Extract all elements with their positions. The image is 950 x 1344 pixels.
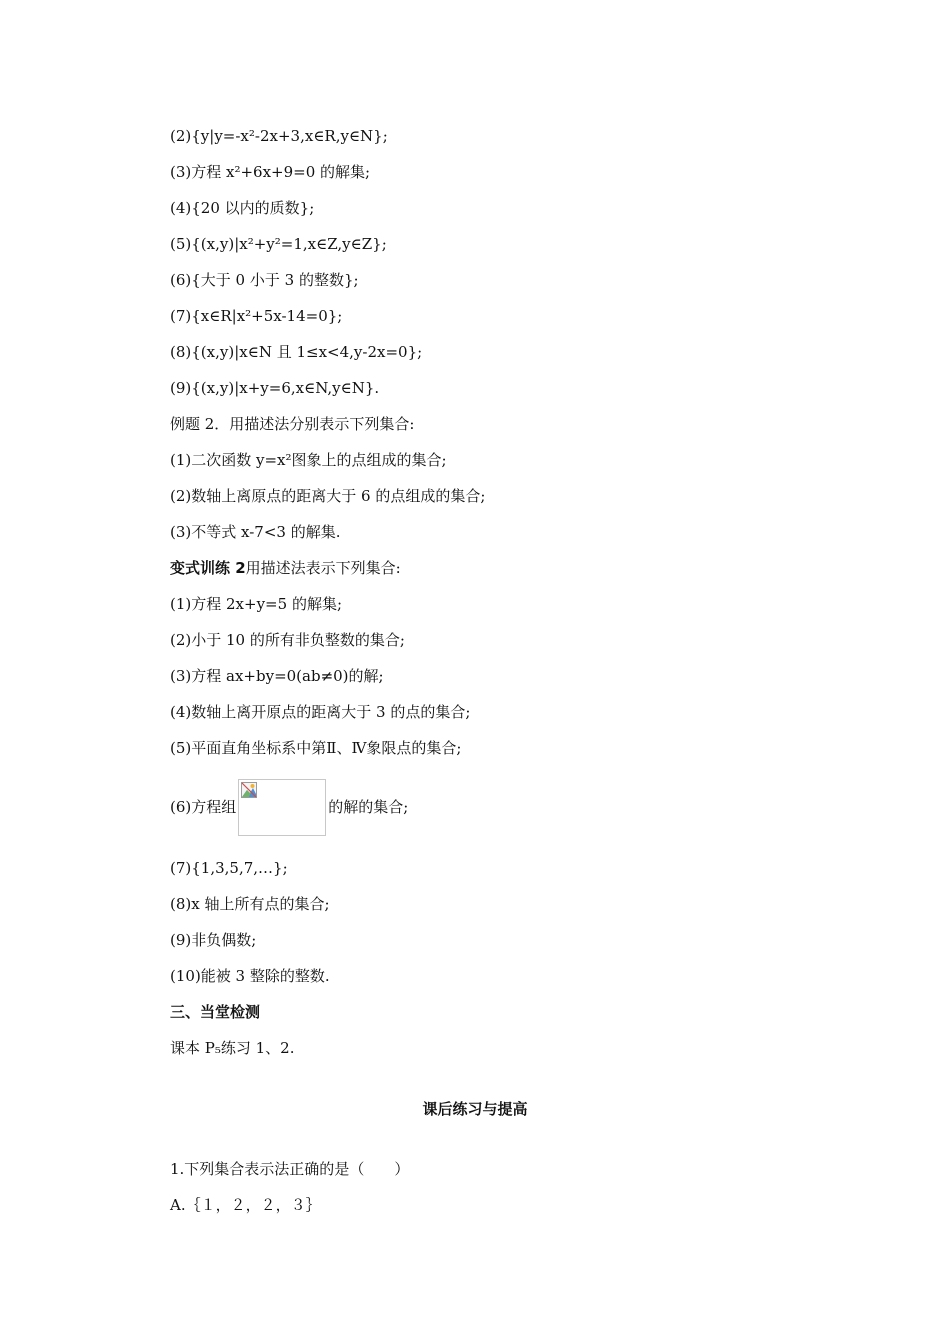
example-2-heading: 例题 2．用描述法分别表示下列集合: (170, 415, 415, 433)
textbook-exercise: 课本 P₅练习 1、2. (170, 1039, 295, 1057)
equation-system-image (238, 779, 326, 836)
variant-training-text: 用描述法表示下列集合: (245, 559, 401, 577)
line-set-2: (2){y|y=-x²-2x+3,x∈R,y∈N}; (170, 127, 388, 145)
variant-item-6-after: 的解的集合; (328, 798, 409, 816)
homework-heading: 课后练习与提高 (422, 1100, 528, 1118)
line-set-4: (4){20 以内的质数}; (170, 199, 315, 217)
line-set-6: (6){大于 0 小于 3 的整数}; (170, 271, 359, 289)
section-3-heading: 三、当堂检测 (170, 1003, 261, 1021)
variant-item-2: (2)小于 10 的所有非负整数的集合; (170, 631, 405, 649)
variant-training-label: 变式训练 2 (170, 559, 246, 577)
broken-image-icon (241, 782, 257, 798)
variant-item-1: (1)方程 2x+y=5 的解集; (170, 595, 342, 613)
variant-item-8: (8)x 轴上所有点的集合; (170, 895, 330, 913)
variant-item-4: (4)数轴上离开原点的距离大于 3 的点的集合; (170, 703, 471, 721)
variant-item-5: (5)平面直角坐标系中第Ⅱ、Ⅳ象限点的集合; (170, 739, 462, 757)
variant-item-9: (9)非负偶数; (170, 931, 257, 949)
line-set-8: (8){(x,y)|x∈N 且 1≤x<4,y-2x=0}; (170, 343, 423, 361)
variant-training-heading (170, 558, 401, 578)
variant-item-6-before: (6)方程组 (170, 798, 237, 816)
line-set-7: (7){x∈R|x²+5x-14=0}; (170, 307, 343, 325)
variant-item-3: (3)方程 ax+by=0(ab≠0)的解; (170, 667, 384, 685)
line-set-5: (5){(x,y)|x²+y²=1,x∈Z,y∈Z}; (170, 235, 387, 253)
line-set-3: (3)方程 x²+6x+9=0 的解集; (170, 163, 371, 181)
example-item-2: (2)数轴上离原点的距离大于 6 的点组成的集合; (170, 487, 486, 505)
variant-item-7: (7){1,3,5,7,…}; (170, 859, 288, 877)
question-1-option-a: A.｛１，２，２，３｝ (170, 1196, 321, 1214)
example-item-1: (1)二次函数 y=x²图象上的点组成的集合; (170, 451, 447, 469)
variant-item-10: (10)能被 3 整除的整数. (170, 967, 330, 985)
example-item-3: (3)不等式 x-7<3 的解集. (170, 523, 341, 541)
line-set-9: (9){(x,y)|x+y=6,x∈N,y∈N}. (170, 379, 380, 397)
question-1: 1.下列集合表示法正确的是（ ） (170, 1160, 410, 1178)
variant-item-6 (170, 778, 408, 836)
